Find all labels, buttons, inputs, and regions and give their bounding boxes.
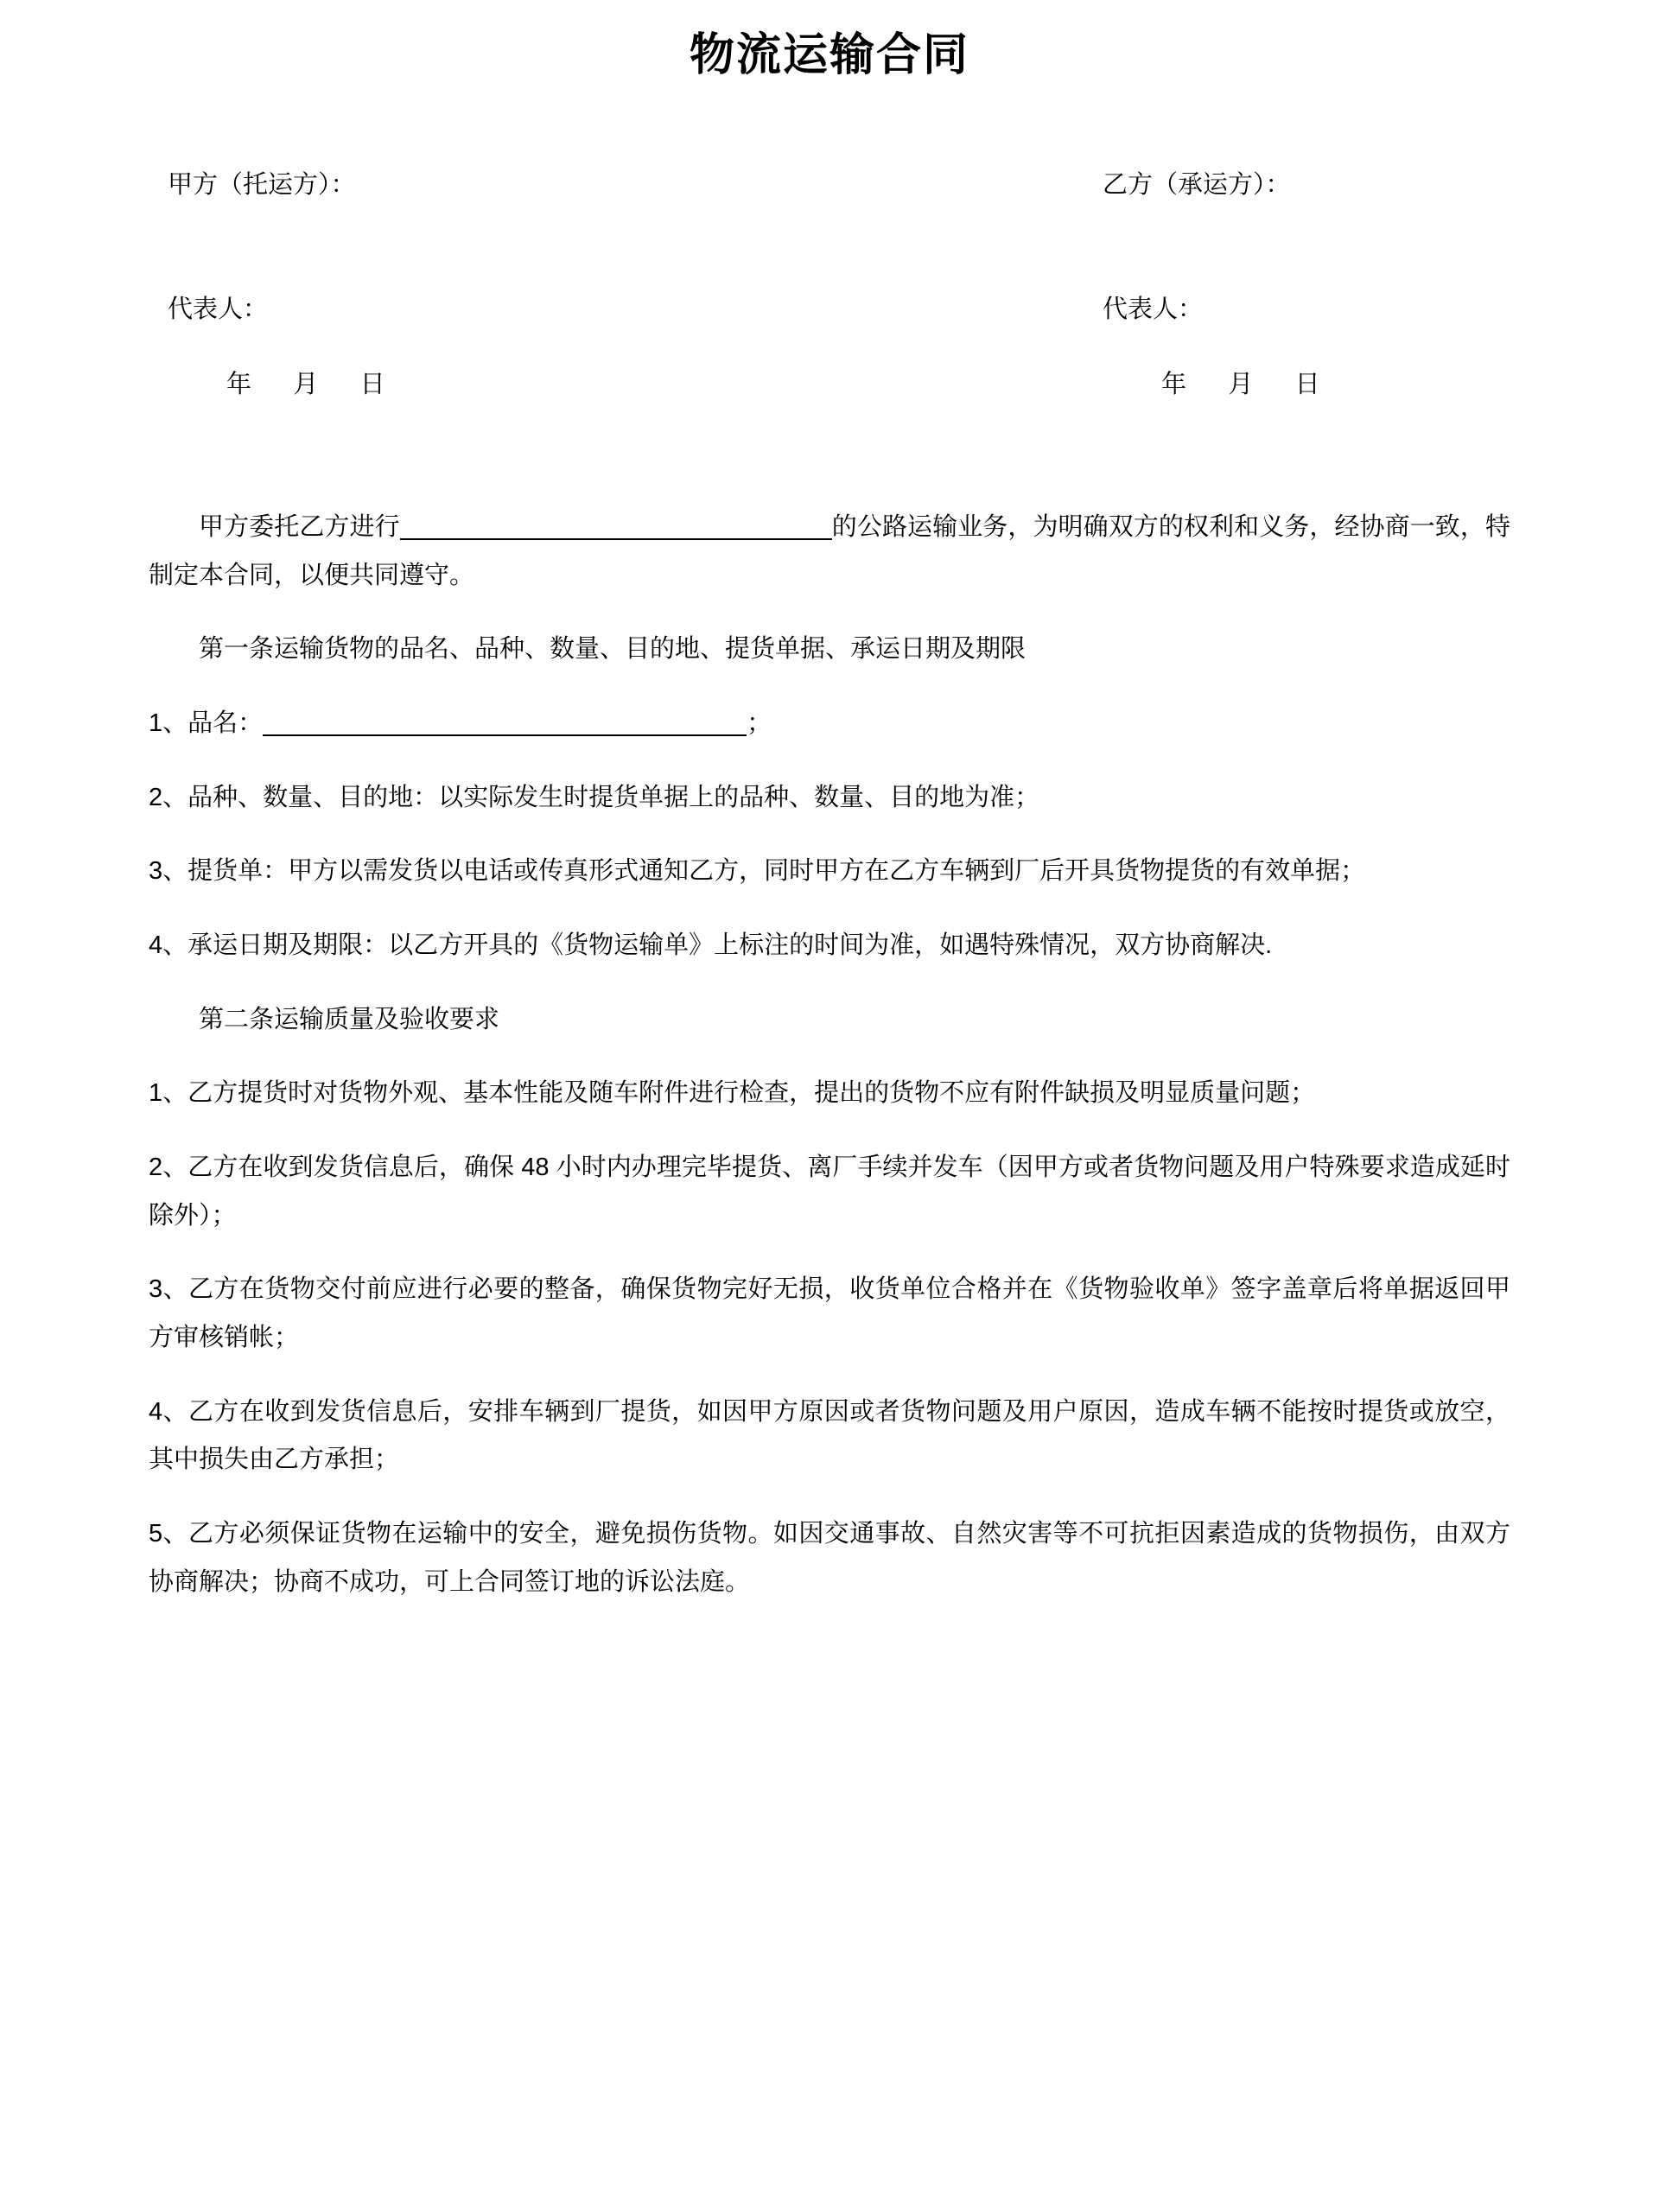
clause-1-1 xyxy=(149,700,1510,748)
clause-1-2: 2、品种、数量、目的地：以实际发生时提货单据上的品种、数量、目的地为准； xyxy=(149,783,1040,811)
party-names-row xyxy=(149,167,1510,205)
clause-1-3: 3、提货单：甲方以需发货以电话或传真形式通知乙方，同时甲方在乙方车辆到厂后开具货物提货的有效单据； xyxy=(149,857,1366,886)
representative-b-column xyxy=(830,291,1510,329)
date-b-column xyxy=(830,365,1510,400)
signature-date-row xyxy=(149,365,1510,400)
clause-1-1-blank-field[interactable] xyxy=(263,734,747,736)
clause-2-1: 1、乙方提货时对货物外观、基本性能及随车附件进行检查，提出的货物不应有附件缺损及明显质量问题； xyxy=(149,1079,1316,1108)
clause-2-5: 5、乙方必须保证货物在运输中的安全，避免损伤货物。如因交通事故、自然灾害等不可抗拒因素造成的货物损伤，由双方协商解决；协商不成功，可上合同签订地的诉讼法庭。 xyxy=(149,1520,1510,1596)
representative-a-label: 代表人： xyxy=(168,295,269,323)
document-body xyxy=(0,167,1659,1606)
clause-1-1-label: 1、品名： xyxy=(149,709,264,738)
date-a-label: 年 月 日 xyxy=(226,371,385,398)
intro-text-after: 的公路运输业务，为明确双方的权利和义务，经协商一致，特制定本合同，以便共同遵守。 xyxy=(149,513,1510,589)
party-a-label: 甲方（托运方）： xyxy=(168,171,356,199)
section-2-heading: 第二条运输质量及验收要求 xyxy=(199,1005,500,1033)
intro-paragraph xyxy=(149,504,1510,600)
clause-2-4: 4、乙方在收到发货信息后，安排车辆到厂提货，如因甲方原因或者货物问题及用户原因，造成车辆不能按时提货或放空，其中损失由乙方承担； xyxy=(149,1397,1510,1474)
party-b-column xyxy=(830,167,1510,205)
party-b-label: 乙方（承运方）： xyxy=(1103,171,1291,199)
representative-b-label: 代表人： xyxy=(1103,295,1204,323)
date-a-column xyxy=(149,365,830,400)
representative-a-column xyxy=(149,291,830,329)
representative-row xyxy=(149,291,1510,329)
intro-blank-field[interactable] xyxy=(400,538,832,540)
date-b-label: 年 月 日 xyxy=(1161,371,1320,398)
clause-2-3: 3、乙方在货物交付前应进行必要的整备，确保货物完好无损，收货单位合格并在《货物验收单》签字盖章后将单据返回甲方审核销帐； xyxy=(149,1275,1510,1352)
contract-clauses xyxy=(149,504,1510,1606)
intro-text-before: 甲方委托乙方进行 xyxy=(199,513,400,541)
clause-1-1-suffix: ； xyxy=(747,709,772,738)
page-title: 物流运输合同 xyxy=(689,30,969,80)
section-1-heading: 第一条运输货物的品名、品种、数量、目的地、提货单据、承运日期及期限 xyxy=(199,635,1027,664)
clause-2-2: 2、乙方在收到发货信息后，确保 48 小时内办理完毕提货、离厂手续并发车（因甲方或者货物问题及用户特殊要求造成延时除外）； xyxy=(149,1154,1510,1230)
clause-1-4: 4、承运日期及期限：以乙方开具的《货物运输单》上标注的时间为准，如遇特殊情况，双方协商解决. xyxy=(149,931,1273,960)
party-a-column xyxy=(149,167,830,205)
